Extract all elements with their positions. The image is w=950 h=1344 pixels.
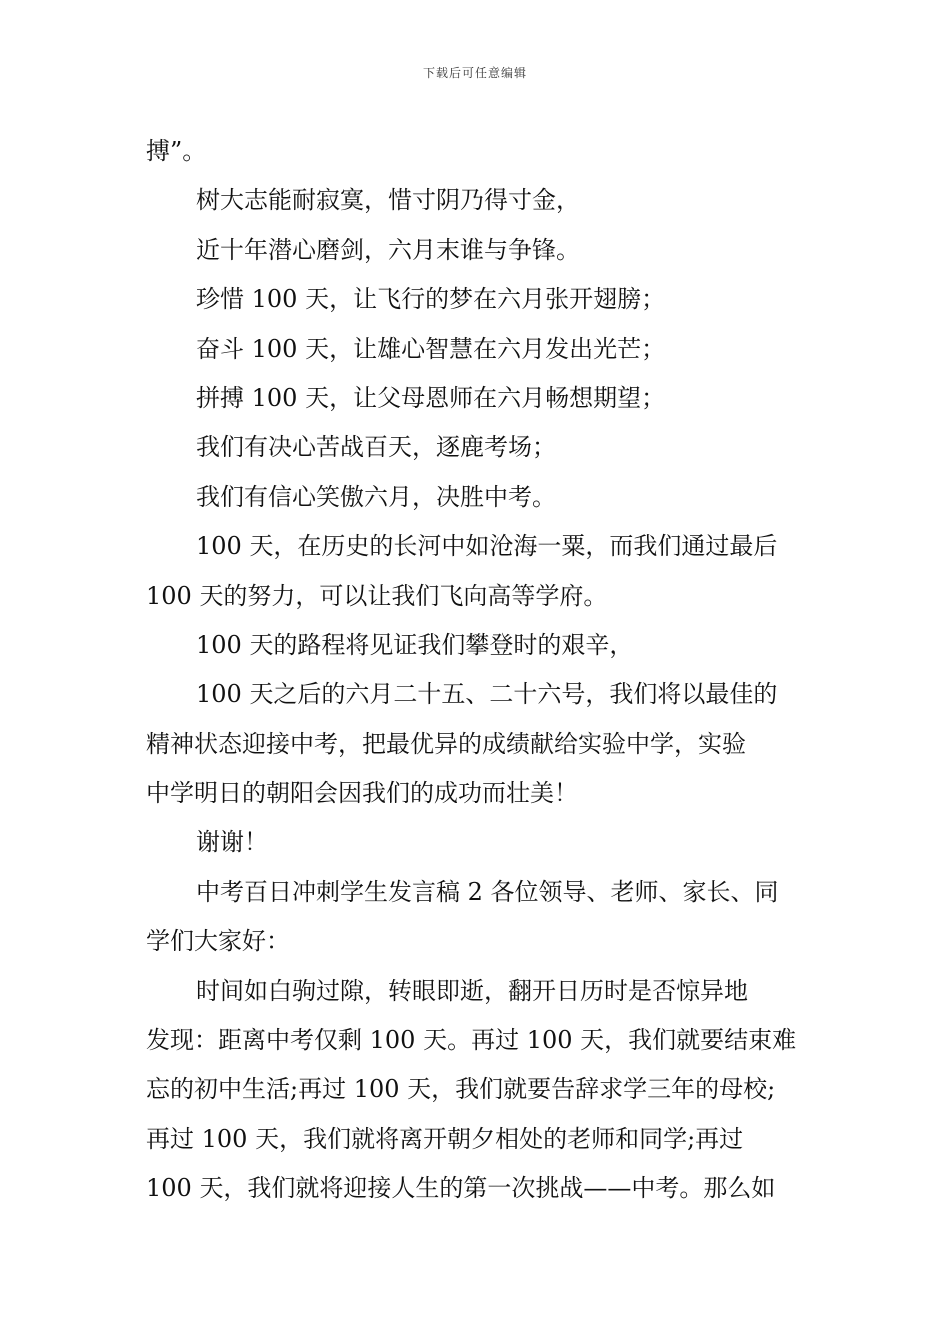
text-line: 发现：距离中考仅剩 100 天。再过 100 天，我们就要结束难 — [146, 1026, 797, 1055]
text-line: 学们大家好： — [146, 927, 290, 956]
text-line: 拼搏 100 天，让父母恩师在六月畅想期望； — [196, 383, 666, 412]
text-line: 珍惜 100 天，让飞行的梦在六月张开翅膀； — [196, 285, 666, 314]
text-line: 中学明日的朝阳会因我们的成功而壮美！ — [146, 779, 578, 808]
text-line: 搏”。 — [146, 137, 207, 165]
text-line: 100 天的路程将见证我们攀登时的艰辛， — [196, 630, 634, 659]
page-header: 下载后可任意编辑 — [422, 66, 527, 80]
text-line: 我们有决心苦战百天，逐鹿考场； — [196, 433, 556, 462]
text-line: 近十年潜心磨剑，六月末谁与争锋。 — [196, 235, 580, 264]
text-line: 100 天，在历史的长河中如沧海一粟，而我们通过最后 — [196, 532, 778, 561]
document-body — [146, 127, 810, 1214]
text-line: 树大志能耐寂寞，惜寸阴乃得寸金， — [196, 186, 580, 215]
text-line: 中考百日冲刺学生发言稿 2 各位领导、老师、家长、同 — [196, 877, 779, 906]
text-line: 再过 100 天，我们就将离开朝夕相处的老师和同学;再过 — [146, 1124, 744, 1153]
text-line: 精神状态迎接中考，把最优异的成绩献给实验中学，实验 — [146, 729, 746, 758]
text-line: 时间如白驹过隙，转眼即逝，翻开日历时是否惊异地 — [196, 976, 748, 1005]
text-line: 忘的初中生活;再过 100 天，我们就要告辞求学三年的母校; — [146, 1075, 776, 1104]
text-line: 100 天之后的六月二十五、二十六号，我们将以最佳的 — [196, 680, 778, 709]
text-line: 谢谢！ — [196, 828, 268, 857]
text-line: 我们有信心笑傲六月，决胜中考。 — [196, 482, 556, 511]
text-line: 奋斗 100 天，让雄心智慧在六月发出光芒； — [196, 334, 666, 363]
text-line: 100 天的努力，可以让我们飞向高等学府。 — [146, 581, 608, 610]
text-line: 100 天，我们就将迎接人生的第一次挑战——中考。那么如 — [146, 1174, 776, 1203]
